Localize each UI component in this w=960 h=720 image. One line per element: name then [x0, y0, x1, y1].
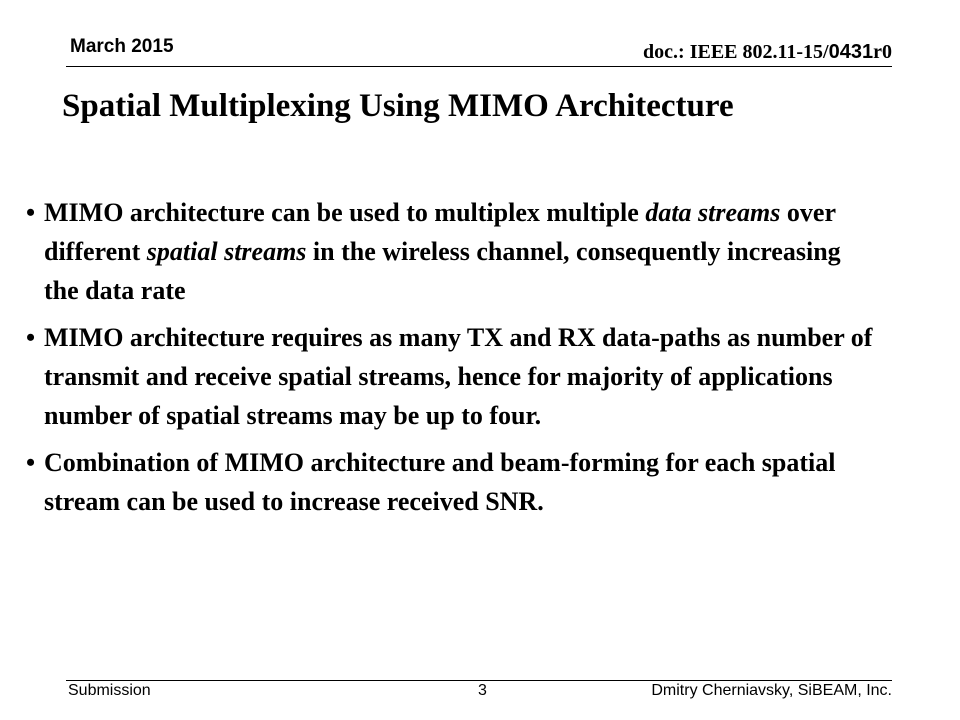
bullet-icon: • [26, 198, 36, 227]
bullet-text: Combination of MIMO architecture and beam-forming for each spatial stream can be used to increase received SNR. [44, 448, 836, 516]
header-divider [66, 66, 892, 67]
bullet-text-segment: over different [44, 198, 836, 266]
footer-submission: Submission [68, 682, 151, 699]
bullet-icon: • [26, 448, 36, 477]
bullet-text-segment: MIMO architecture can be used to multiplex multiple [44, 198, 646, 227]
bullet-item [26, 318, 878, 435]
header-date: March 2015 [70, 36, 174, 57]
bullet-icon: • [26, 323, 36, 352]
doc-id-suffix: r0 [873, 41, 892, 63]
bullet-list [26, 193, 878, 521]
footer-divider [66, 680, 892, 681]
bullet-emphasis: data streams [645, 198, 781, 227]
doc-id-number: 0431 [828, 41, 874, 63]
bullet-text-segment: in the wireless channel, consequently increasing the data rate [44, 237, 841, 305]
slide-title: Spatial Multiplexing Using MIMO Architecture [62, 88, 734, 124]
footer-author: Dmitry Cherniavsky, SiBEAM, Inc. [651, 682, 892, 699]
bullet-item [26, 193, 878, 310]
bullet-text: MIMO architecture requires as many TX and RX data-paths as number of transmit and receive spatial streams, hence for majority of applications number of spatial streams may be up to four. [44, 323, 873, 430]
page-number: 3 [478, 682, 487, 699]
doc-id-prefix: doc.: IEEE 802.11-15/ [643, 41, 829, 63]
header-doc-id [643, 41, 892, 64]
bullet-item [26, 443, 878, 521]
bullet-emphasis: spatial streams [146, 237, 307, 266]
